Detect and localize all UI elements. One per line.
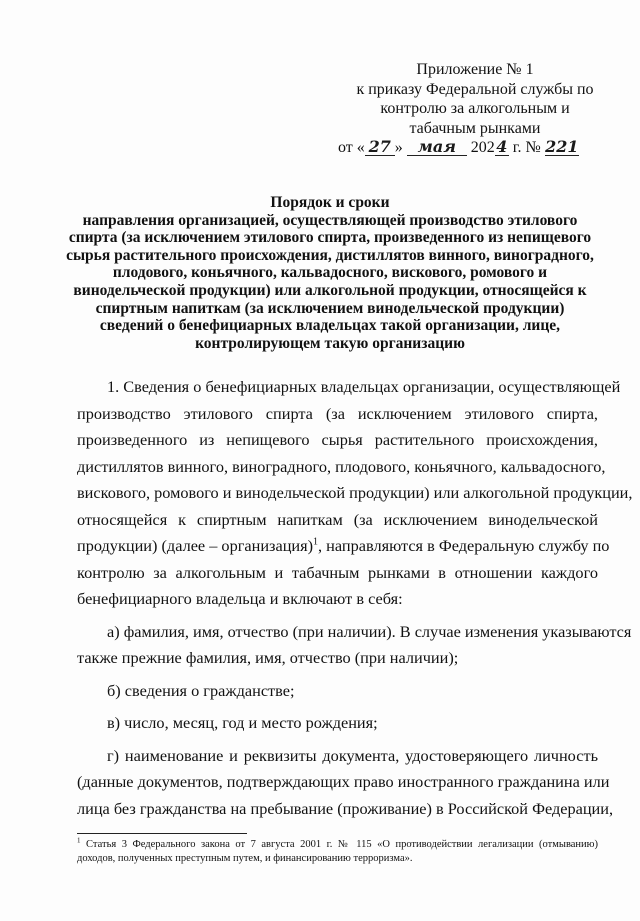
paragraph-line: произведенного из непищевого сырья растительного происхождения, [77, 430, 598, 449]
footnote [77, 838, 598, 866]
order-year-prefix: 202 [470, 139, 495, 156]
appendix-order-ref-line-1: к приказу Федеральной службы по [356, 80, 594, 98]
paragraph-line: контролю за алкогольным и табачным рынками в отношении каждого [77, 562, 598, 582]
paragraph-line: (данные документов, подтверждающих право иностранного гражданина или [77, 772, 610, 791]
title-line: направления организацией, осуществляющей производство этилового [82, 211, 578, 229]
order-month-handwritten: мая [407, 139, 467, 156]
paragraph-line: б) сведения о гражданстве; [107, 680, 295, 700]
order-date-prefix: от « [338, 139, 365, 156]
title-line: плодового, коньячного, кальвадосного, вискового, ромового и [112, 264, 548, 282]
paragraph-1 [77, 374, 633, 613]
paragraph-line: а) фамилия, имя, отчество (при наличии). В случае изменения указываются [107, 621, 632, 641]
paragraph-line: лица без гражданства на пребывание (проживание) в Российской Федерации, [77, 798, 614, 818]
paragraph-line: 1. Сведения о бенефициарных владельцах организации, осуществляющей [107, 377, 621, 396]
paragraph-line: в) число, месяц, год и место рождения; [107, 713, 378, 732]
order-date-number-line [330, 138, 620, 158]
order-number-handwritten: 221 [545, 137, 579, 156]
order-year-digit-handwritten: 4 [496, 137, 508, 156]
paragraph-d [77, 743, 614, 823]
footnote-mark: 1 [77, 836, 81, 845]
paragraph-line-text: продукции) (далее – организация) [77, 536, 314, 555]
appendix-order-ref-line-2: контролю за алкогольным и [380, 100, 570, 117]
order-date-close-quote: » [394, 139, 403, 156]
paragraph-line: бенефициарного владельца и включают в себя: [77, 589, 403, 608]
paragraph-line: дистиллятов винного, виноградного, плодового, коньячного, кальвадосного, [77, 456, 606, 476]
footnote-separator [77, 833, 247, 834]
title-line: спиртным напиткам (за исключением винодельческой продукции) [95, 299, 565, 317]
title-line: контролирующем такую организацию [195, 334, 465, 352]
paragraph-line: относящейся к спиртным напиткам (за исключением винодельческой [77, 509, 598, 529]
footnote-text: Статья 3 Федерального закона от 7 августа 2001 г. № 115 «О противодействии легализации (отмыванию) [80, 839, 598, 850]
footnote-line [77, 838, 598, 852]
appendix-header [330, 60, 620, 158]
title-line: винодельческой продукции) или алкогольной продукции, относящейся к [73, 281, 587, 299]
footnote-reference[interactable]: 1 [313, 536, 319, 548]
title-line: сырья растительного происхождения, дистиллятов винного, виноградного, [66, 246, 594, 264]
order-year-suffix: г. № [508, 139, 541, 156]
title-line: спирта (за исключением этилового спирта, произведенного из непищевого [68, 229, 592, 247]
paragraph-line-text: , направляются в Федеральную службу по [318, 536, 610, 555]
title-line: Порядок и сроки [270, 194, 390, 211]
paragraph-a [77, 619, 632, 672]
paragraph-c [77, 710, 598, 737]
paragraph-line [77, 533, 610, 560]
document-body [77, 374, 633, 822]
document-title [60, 194, 600, 352]
title-line: сведений о бенефициарных владельцах такой организации, лице, [99, 317, 561, 335]
paragraph-b [77, 678, 598, 705]
appendix-order-ref-line-3: табачным рынками [409, 119, 541, 137]
paragraph-line: вискового, ромового и винодельческой продукции) или алкогольной продукции, [77, 483, 633, 502]
appendix-number: Приложение № 1 [416, 61, 534, 78]
footnote-line: доходов, полученных преступным путем, и финансированию терроризма». [77, 853, 413, 864]
paragraph-line: производство этилового спирта (за исключением этилового спирта, [77, 403, 598, 423]
order-day-handwritten: 27 [365, 139, 395, 156]
paragraph-line: г) наименование и реквизиты документа, удостоверяющего личность [107, 745, 598, 765]
paragraph-line: также прежние фамилия, имя, отчество (при наличии); [77, 648, 459, 667]
